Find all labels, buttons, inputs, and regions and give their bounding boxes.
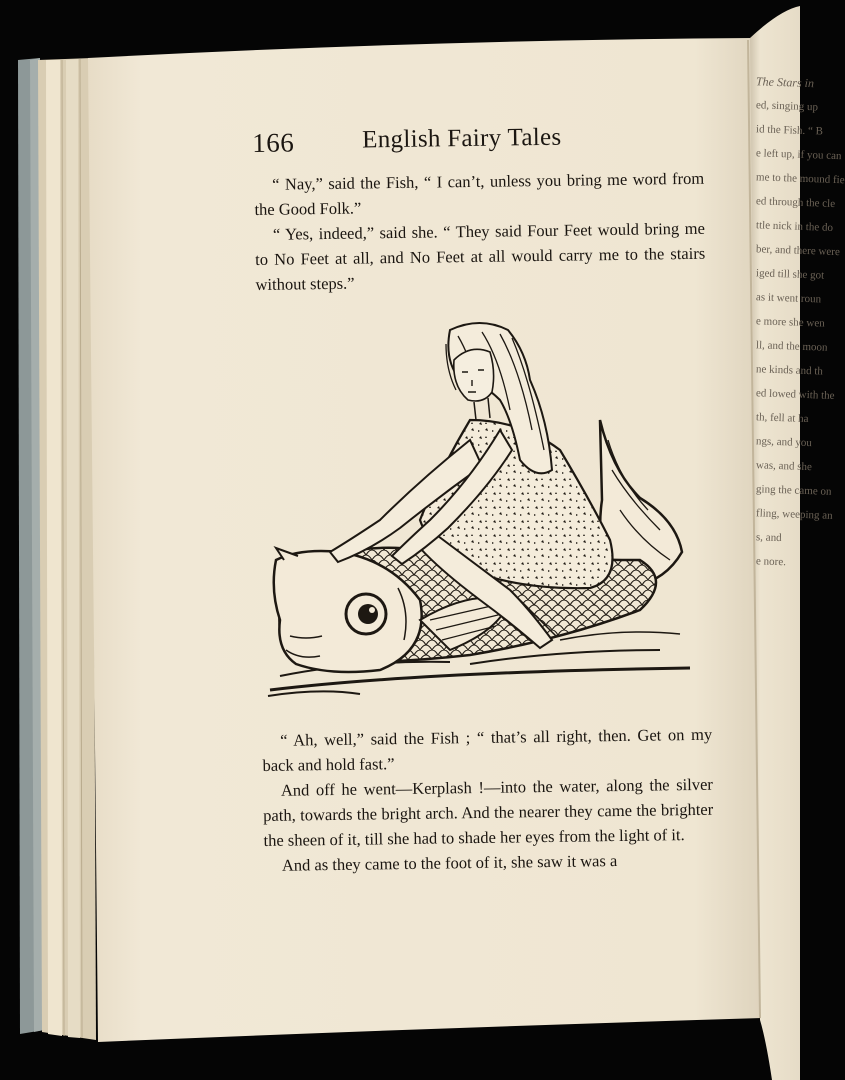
adjacent-line: ngs, and you [755, 435, 813, 450]
adjacent-line: me to the mound fie [755, 171, 845, 187]
adjacent-line: ttle nick in the do [755, 219, 834, 234]
adjacent-line: ging the came on [755, 483, 832, 498]
adjacent-line: th, fell at ha [755, 411, 809, 426]
adjacent-line: e more she wen [755, 315, 825, 330]
adjacent-line: e nore. [755, 555, 787, 569]
adjacent-line: iged till she got [755, 267, 825, 282]
adjacent-line: fling, weeping an [755, 507, 833, 522]
running-head: English Fairy Tales [361, 123, 562, 154]
page-header [252, 123, 603, 168]
adjacent-line: ed, singing up [755, 99, 819, 114]
adjacent-heading: The Stars in [755, 74, 815, 91]
adjacent-line: ll, and the moon [755, 339, 828, 354]
paragraph: “ Yes, indeed,” said she. “ They said Four Feet would bring me to No Feet at all, and No Feet at all would carry me to the stairs without steps.” [255, 218, 706, 294]
adjacent-line: s, and [755, 531, 782, 545]
paragraph: “ Nay,” said the Fish, “ I can’t, unless you bring me word from the Good Folk.” [254, 168, 705, 219]
page-number: 166 [252, 127, 295, 158]
adjacent-line: as it went roun [755, 291, 822, 306]
paragraph: “ Ah, well,” said the Fish ; “ that’s all right, then. Get on my back and hold fast.” [262, 724, 713, 775]
adjacent-line: ed through the cle [755, 195, 836, 210]
text-block-bottom [262, 722, 714, 878]
paragraph: And off he went—Kerplash !—into the water, along the silver path, towards the bright arch. And the nearer they came the brighter the sheen of it, till she had to shade her eyes from the light of it. [263, 774, 714, 850]
paragraph: And as they came to the foot of it, she saw it was a [281, 851, 618, 875]
adjacent-page-text [755, 70, 845, 710]
adjacent-line: id the Fish. “ B [755, 123, 824, 138]
adjacent-line: ne kinds and th [755, 363, 824, 378]
adjacent-line: was, and she [755, 459, 813, 474]
adjacent-line: ed lowed with the [755, 387, 835, 402]
adjacent-line: e left up, if you can [755, 147, 842, 163]
adjacent-line: ber, and there were [755, 243, 841, 259]
text-block-top [254, 166, 706, 297]
